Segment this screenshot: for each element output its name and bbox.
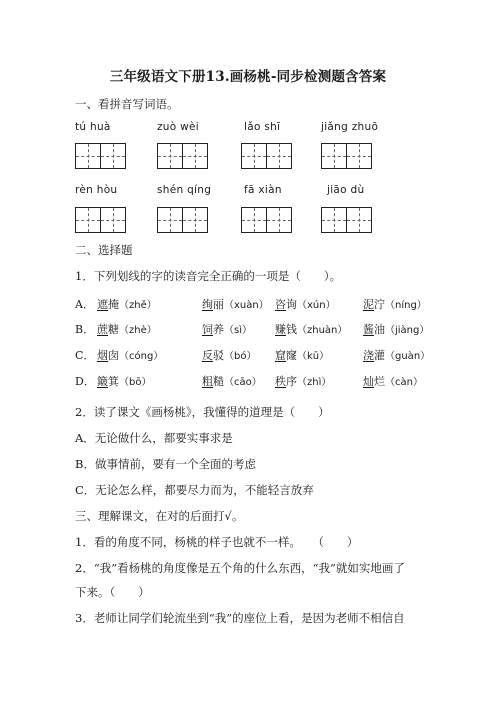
q2-option-b: B．做事情前，要有一个全面的考虑 — [75, 457, 256, 471]
pinyin-4: jiǎng zhuō — [321, 121, 379, 133]
q2-option-c: C．无论怎么样，都要尽力而为，不能轻言放弃 — [75, 483, 314, 497]
section2-heading: 二、选择题 — [75, 243, 133, 257]
option-word: 遮掩（zhě） — [97, 298, 157, 311]
section3-heading: 三、理解课文，在对的后面打√。 — [75, 509, 244, 523]
option-word: 簸箕（bō） — [97, 375, 152, 388]
q2-option-a: A．无论做什么，都要实事求是 — [75, 431, 233, 445]
judge-item-3: 3．老师让同学们轮流坐到“我”的座位上看，是因为老师不相信自 — [75, 611, 405, 625]
option-word: 浇灌（guàn） — [363, 349, 431, 362]
option-label: A． — [75, 298, 94, 311]
option-word: 绚丽（xuàn） — [202, 298, 269, 311]
option-word: 窟窿（kū） — [275, 349, 330, 362]
section1-heading: 一、看拼音写词语。 — [75, 97, 179, 111]
option-word: 烟囱（cóng） — [97, 349, 164, 362]
option-word: 蔗糖（zhè） — [97, 323, 157, 336]
option-word: 酱油（jiàng） — [363, 323, 430, 336]
option-word: 咨询（xún） — [275, 298, 336, 311]
question-2: 2．读了课文《画杨桃》，我懂得的道理是（ ） — [75, 405, 330, 419]
option-word: 粗糙（cāo） — [202, 375, 262, 388]
writing-boxes-4[interactable] — [321, 143, 371, 169]
option-word: 反驳（bó） — [202, 349, 257, 362]
option-word: 秩序（zhì） — [275, 375, 332, 388]
pinyin-6: shén qíng — [157, 184, 212, 196]
judge-item-2-cont: 下来。（ ） — [75, 585, 150, 599]
writing-boxes-3[interactable] — [241, 143, 291, 169]
option-word: 赚钱（zhuàn） — [275, 323, 348, 336]
writing-boxes-8[interactable] — [321, 207, 371, 233]
option-word: 泥泞（níng） — [363, 298, 427, 311]
option-label: C． — [75, 349, 95, 362]
option-word: 灿烂（càn） — [363, 375, 423, 388]
option-label: D． — [75, 375, 95, 388]
pinyin-7: fā xiàn — [244, 184, 282, 196]
page-title: 三年级语文下册13.画杨桃-同步检测题含答案 — [109, 69, 387, 85]
judge-item-1: 1．看的角度不同，杨桃的样子也就不一样。 （ ） — [75, 535, 359, 549]
writing-boxes-1[interactable] — [75, 143, 125, 169]
option-word: 饲养（sì） — [202, 323, 252, 336]
pinyin-1: tú huà — [75, 121, 111, 133]
judge-item-2: 2．“我”看杨桃的角度像是五个角的什么东西，“我”就如实地画了 — [75, 561, 405, 575]
writing-boxes-7[interactable] — [241, 207, 291, 233]
question-1: 1．下列划线的字的读音完全正确的一项是（ ）。 — [75, 269, 342, 283]
pinyin-2: zuò wèi — [157, 121, 199, 133]
pinyin-5: rèn hòu — [75, 184, 118, 196]
writing-boxes-5[interactable] — [75, 207, 125, 233]
writing-boxes-6[interactable] — [157, 207, 207, 233]
pinyin-3: lǎo shī — [244, 121, 281, 133]
pinyin-8: jiāo dù — [327, 184, 365, 196]
writing-boxes-2[interactable] — [157, 143, 207, 169]
option-label: B． — [75, 323, 95, 336]
